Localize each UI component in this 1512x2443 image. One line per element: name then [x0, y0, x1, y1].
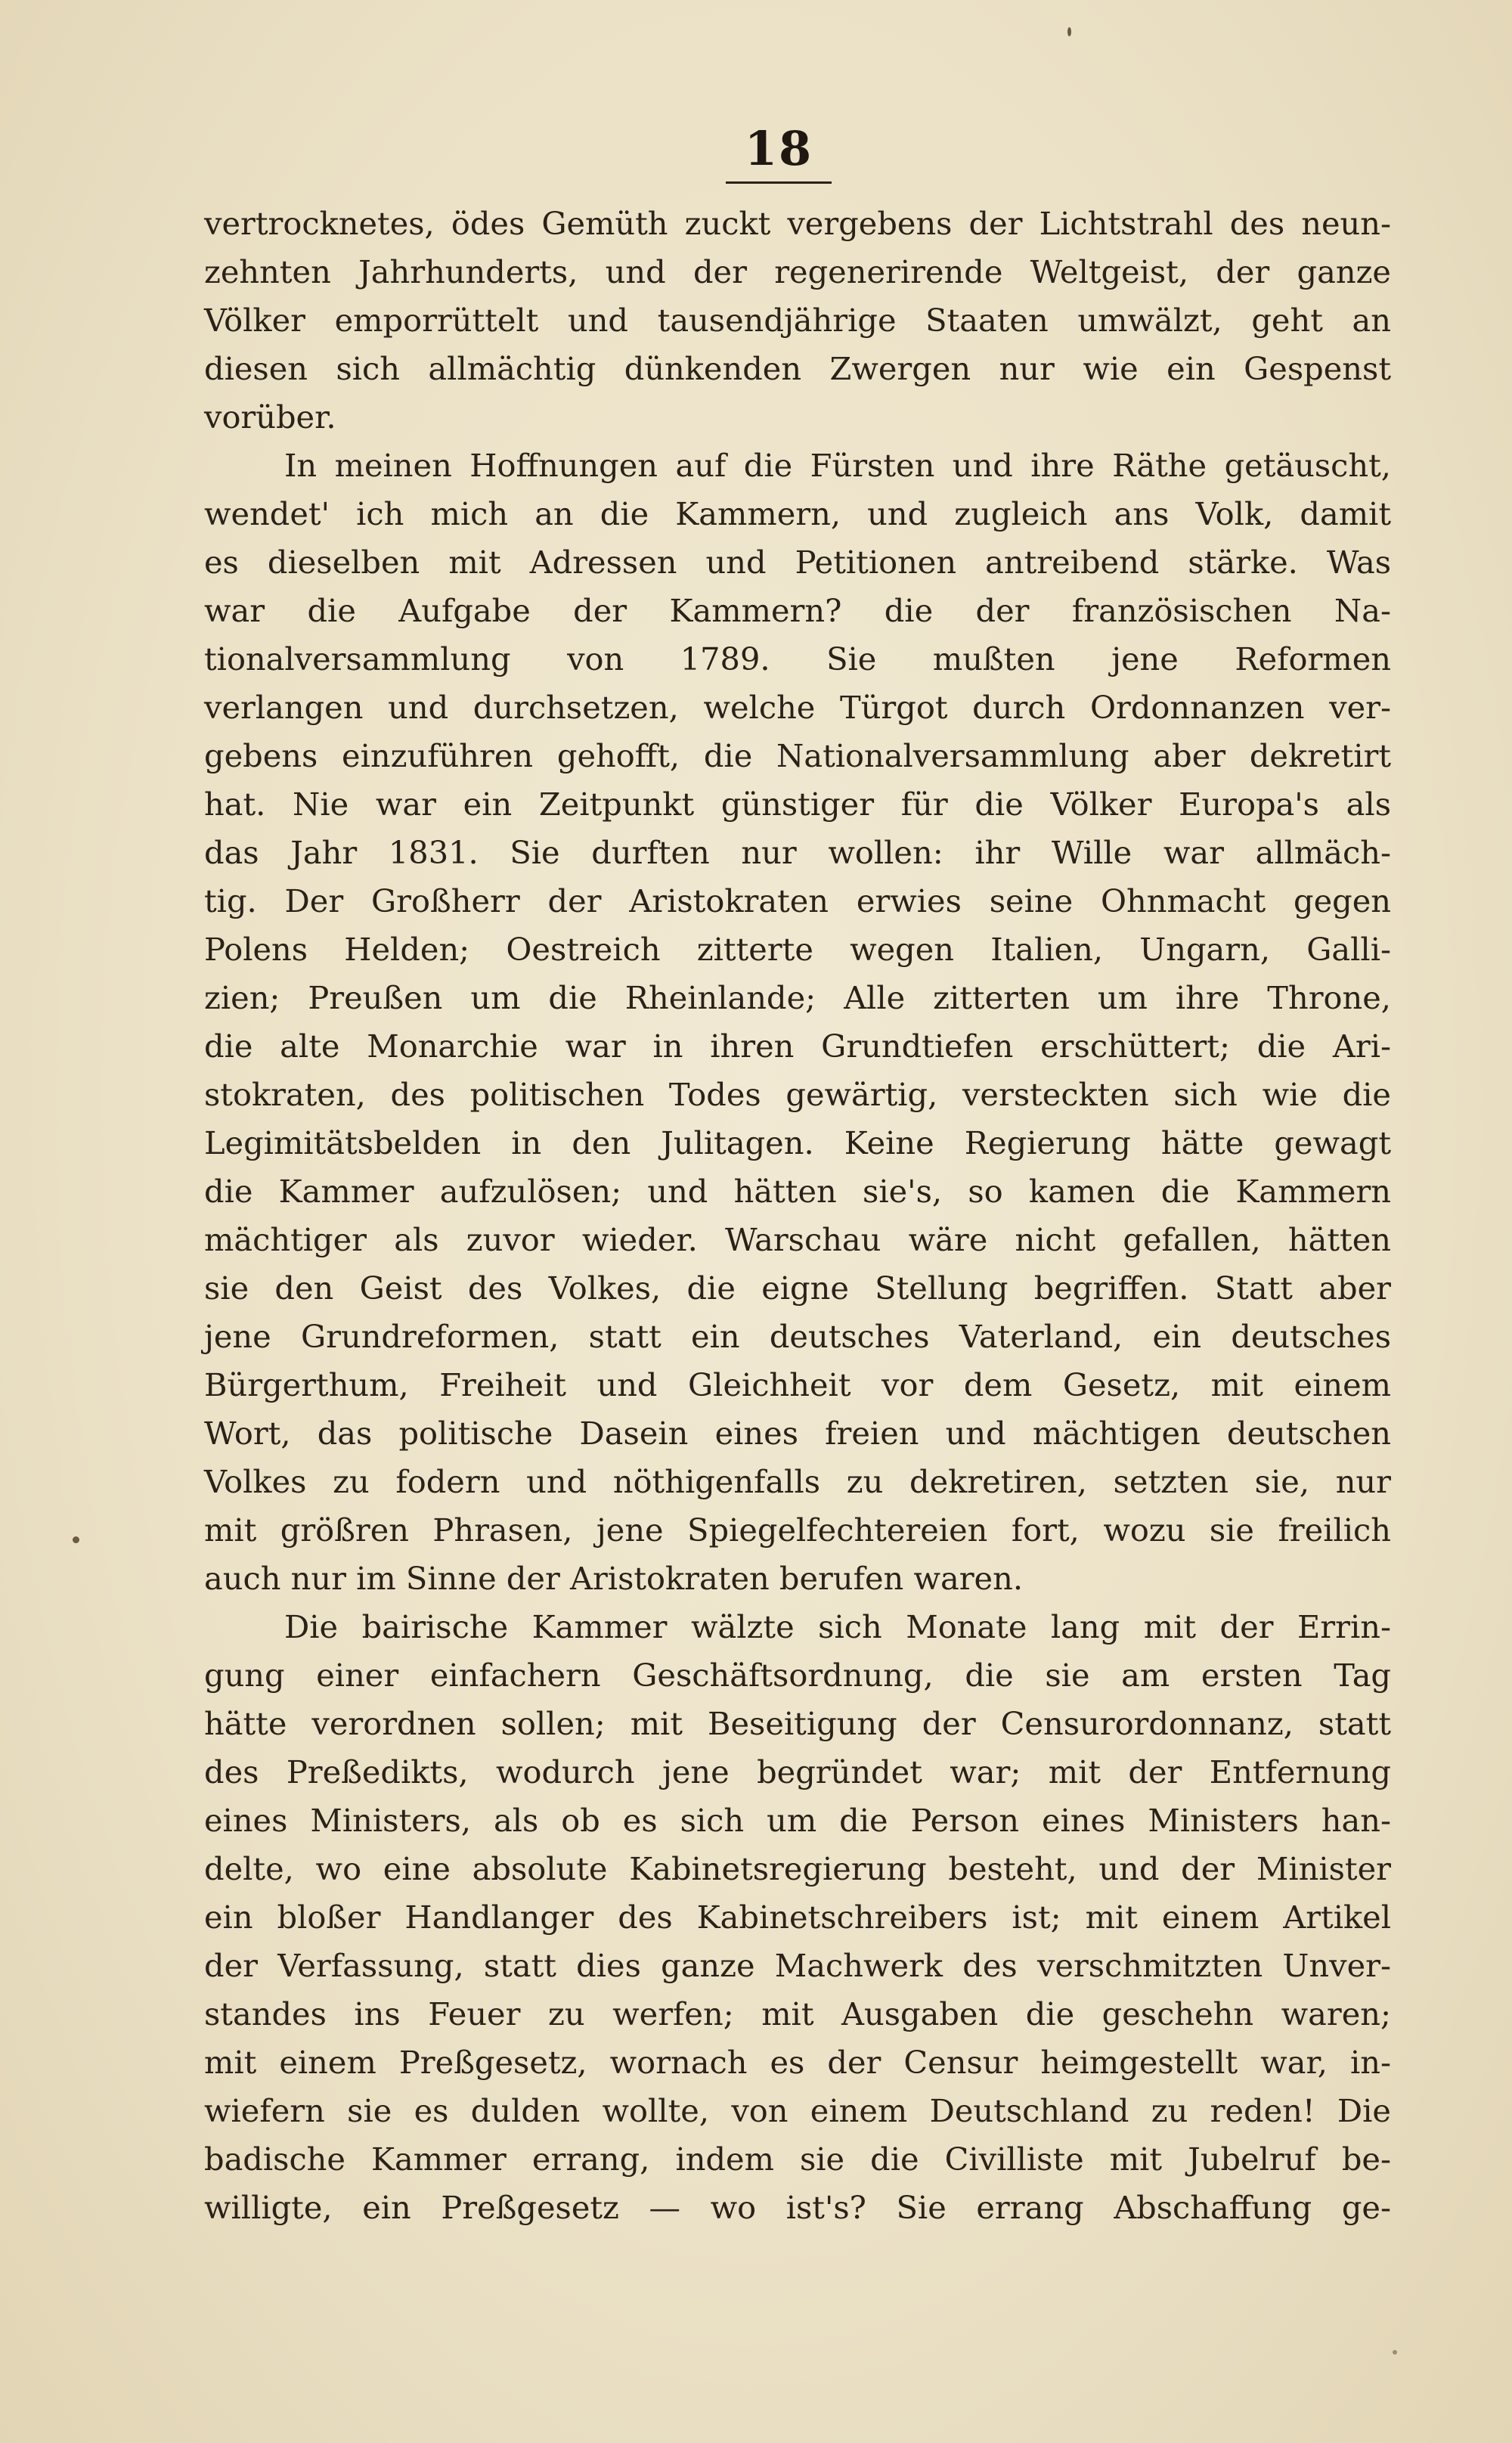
text-line: mächtiger als zuvor wieder. Warschau wäre nicht gefallen, hätten	[204, 1221, 1391, 1258]
text-line: wendet' ich mich an die Kammern, und zugleich ans Volk, damit	[204, 495, 1391, 532]
text-line: diesen sich allmächtig dünkenden Zwergen nur wie ein Gespenst	[204, 350, 1391, 387]
page-number: 18	[744, 121, 813, 176]
text-line: badische Kammer errang, indem sie die Civilliste mit Jubelruf be-	[204, 2141, 1391, 2178]
text-line: In meinen Hoffnungen auf die Fürsten und ihre Räthe getäuscht,	[284, 447, 1391, 484]
text-line: Volkes zu fodern und nöthigenfalls zu dekretiren, setzten sie, nur	[204, 1463, 1391, 1500]
text-line: Wort, das politische Dasein eines freien und mächtigen deutschen	[204, 1415, 1391, 1452]
body-text	[204, 200, 1391, 2232]
text-line: des Preßedikts, wodurch jene begründet war; mit der Entfernung	[204, 1753, 1391, 1790]
text-line: auch nur im Sinne der Aristokraten berufen waren.	[204, 1560, 1024, 1597]
text-line: das Jahr 1831. Sie durften nur wollen: ihr Wille war allmäch-	[204, 834, 1391, 871]
text-line: es dieselben mit Adressen und Petitionen antreibend stärke. Was	[204, 544, 1391, 581]
text-line: die alte Monarchie war in ihren Grundtiefen erschüttert; die Ari-	[204, 1028, 1391, 1065]
text-line: mit einem Preßgesetz, wornach es der Censur heimgestellt war, in-	[204, 2044, 1391, 2081]
paper-speck	[1067, 27, 1071, 36]
text-line: Legimitätsbelden in den Julitagen. Keine Regierung hätte gewagt	[204, 1124, 1391, 1161]
text-line: Die bairische Kammer wälzte sich Monate lang mit der Errin-	[284, 1608, 1391, 1645]
text-line: vertrocknetes, ödes Gemüth zuckt vergebens der Lichtstrahl des neun-	[204, 205, 1391, 242]
text-line: delte, wo eine absolute Kabinetsregierung besteht, und der Minister	[204, 1850, 1391, 1887]
text-line: hat. Nie war ein Zeitpunkt günstiger für die Völker Europa's als	[204, 786, 1391, 823]
text-line: tionalversammlung von 1789. Sie mußten jene Reformen	[204, 640, 1391, 677]
text-line: gung einer einfachern Geschäftsordnung, die sie am ersten Tag	[204, 1657, 1391, 1694]
text-line: tig. Der Großherr der Aristokraten erwies seine Ohnmacht gegen	[204, 882, 1391, 919]
paper-speck	[73, 1536, 79, 1543]
text-line: Polens Helden; Oestreich zitterte wegen Italien, Ungarn, Galli-	[204, 931, 1391, 968]
text-line: wiefern sie es dulden wollte, von einem Deutschland zu reden! Die	[204, 2092, 1391, 2129]
text-line: mit größren Phrasen, jene Spiegelfechtereien fort, wozu sie freilich	[204, 1511, 1391, 1549]
text-line: hätte verordnen sollen; mit Beseitigung der Censurordonnanz, statt	[204, 1705, 1391, 1742]
text-line: war die Aufgabe der Kammern? die der französischen Na-	[204, 592, 1391, 629]
text-line: willigte, ein Preßgesetz — wo ist's? Sie errang Abschaffung ge-	[204, 2189, 1391, 2226]
text-line: zehnten Jahrhunderts, und der regenerirende Weltgeist, der ganze	[204, 253, 1391, 290]
text-line: standes ins Feuer zu werfen; mit Ausgaben die geschehn waren;	[204, 1995, 1391, 2032]
text-line: verlangen und durchsetzen, welche Türgot durch Ordonnanzen ver-	[204, 689, 1391, 726]
text-line: stokraten, des politischen Todes gewärtig, versteckten sich wie die	[204, 1076, 1391, 1113]
text-line: sie den Geist des Volkes, die eigne Stellung begriffen. Statt aber	[204, 1270, 1391, 1307]
text-line: zien; Preußen um die Rheinlande; Alle zitterten um ihre Throne,	[204, 979, 1391, 1016]
paper-speck	[1393, 2350, 1397, 2355]
text-line: ein bloßer Handlanger des Kabinetschreibers ist; mit einem Artikel	[204, 1899, 1391, 1936]
text-line: die Kammer aufzulösen; und hätten sie's, so kamen die Kammern	[204, 1173, 1391, 1210]
text-line: Völker emporrüttelt und tausendjährige Staaten umwälzt, geht an	[204, 302, 1391, 339]
text-line: der Verfassung, statt dies ganze Machwerk des verschmitzten Unver-	[204, 1947, 1391, 1984]
text-line: Bürgerthum, Freiheit und Gleichheit vor dem Gesetz, mit einem	[204, 1366, 1391, 1403]
text-line: eines Ministers, als ob es sich um die Person eines Ministers han-	[204, 1802, 1391, 1839]
text-line: vorüber.	[204, 398, 336, 436]
text-line: jene Grundreformen, statt ein deutsches Vaterland, ein deutsches	[204, 1318, 1391, 1355]
text-line: gebens einzuführen gehofft, die Nationalversammlung aber dekretirt	[204, 737, 1391, 774]
page-number-rule	[726, 181, 832, 184]
